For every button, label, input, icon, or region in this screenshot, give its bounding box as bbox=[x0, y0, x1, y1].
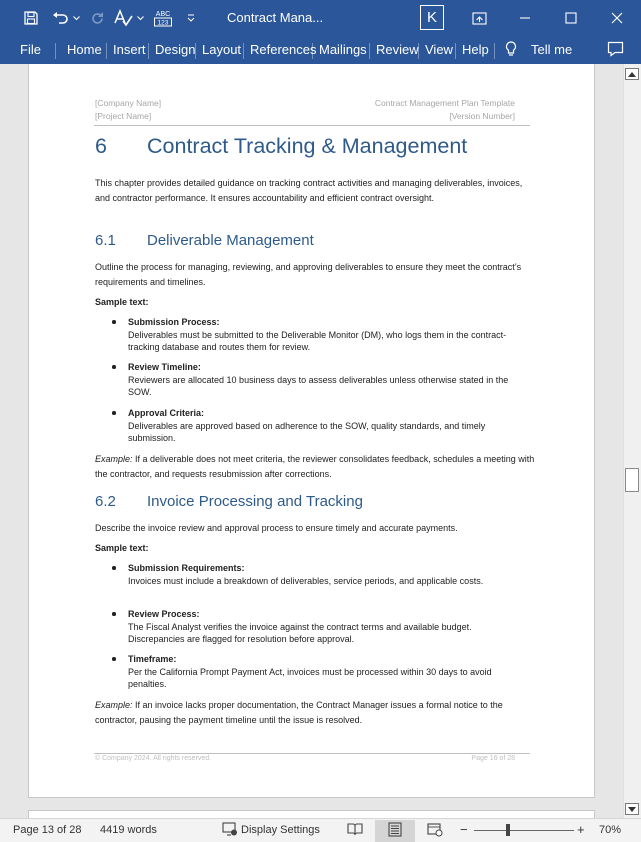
tab-insert[interactable]: Insert bbox=[113, 42, 146, 57]
ribbon-divider bbox=[312, 43, 313, 59]
section-heading-6-2 bbox=[95, 493, 363, 510]
list-item bbox=[128, 562, 528, 587]
close-icon[interactable] bbox=[606, 7, 628, 29]
title-bar bbox=[0, 0, 641, 36]
ribbon-divider bbox=[106, 43, 107, 59]
list-item bbox=[128, 608, 528, 646]
scroll-thumb[interactable] bbox=[625, 468, 639, 492]
section-heading-6-1 bbox=[95, 232, 314, 249]
document-workspace bbox=[0, 64, 623, 818]
example-paragraph bbox=[95, 698, 535, 727]
status-bar bbox=[0, 818, 641, 842]
tab-file[interactable]: File bbox=[20, 42, 41, 57]
ribbon-divider bbox=[243, 43, 244, 59]
read-mode-icon[interactable] bbox=[347, 822, 363, 840]
chapter-number: 6 bbox=[95, 134, 107, 158]
tab-mailings[interactable]: Mailings bbox=[319, 42, 367, 57]
ribbon-divider bbox=[195, 43, 196, 59]
list-item bbox=[128, 407, 528, 445]
ribbon-divider bbox=[369, 43, 370, 59]
list-item-text: Invoices must include a breakdown of deliverables, service periods, and applicable costs. bbox=[128, 575, 484, 586]
minimize-icon[interactable] bbox=[514, 7, 536, 29]
print-layout-icon[interactable] bbox=[387, 822, 403, 840]
example-text: If a deliverable does not meet criteria, the reviewer consolidates feedback, schedules a meeting with the contractor, and requests resubmission after corrections. bbox=[95, 454, 535, 479]
section-intro: Describe the invoice review and approval process to ensure timely and accurate payments. bbox=[95, 523, 458, 533]
ribbon-display-icon[interactable] bbox=[468, 7, 490, 29]
document-page[interactable] bbox=[28, 64, 595, 798]
list-item-text: Reviewers are allocated 10 business days to assess deliverables unless otherwise stated in the SOW. bbox=[128, 374, 509, 397]
tab-design[interactable]: Design bbox=[155, 42, 196, 57]
section-intro: Outline the process for managing, reviewing, and approving deliverables to ensure they meet the contract’s requirements and timelines. bbox=[95, 262, 522, 287]
list-item-title: Approval Criteria: bbox=[128, 408, 205, 418]
chapter-title: Contract Tracking & Management bbox=[147, 134, 468, 158]
list-item-text: Deliverables must be submitted to the Deliverable Monitor (DM), who logs them in the contract-tracking database and routes them for review. bbox=[128, 329, 507, 352]
tab-view[interactable]: View bbox=[425, 42, 453, 57]
footer-copyright: © Company 2024. All rights reserved. bbox=[95, 755, 212, 762]
document-title: Contract Mana... bbox=[227, 10, 324, 25]
user-avatar[interactable]: K bbox=[420, 5, 444, 30]
header-company-name: [Company Name] bbox=[95, 98, 162, 108]
zoom-slider-thumb[interactable] bbox=[506, 824, 510, 836]
scroll-down-icon[interactable] bbox=[625, 803, 639, 815]
maximize-icon[interactable] bbox=[560, 7, 582, 29]
lightbulb-icon[interactable] bbox=[505, 41, 517, 60]
section-title: Invoice Processing and Tracking bbox=[147, 493, 363, 510]
next-page[interactable] bbox=[28, 810, 595, 818]
example-paragraph bbox=[95, 452, 535, 481]
example-text: If an invoice lacks proper documentation, the Contract Manager issues a formal notice to the contractor, pausing the payment timeline until the issue is resolved. bbox=[95, 700, 503, 725]
section-number: 6.2 bbox=[95, 493, 116, 510]
header-project-name: [Project Name] bbox=[95, 111, 152, 121]
zoom-level[interactable]: 70% bbox=[599, 824, 622, 836]
zoom-slider[interactable] bbox=[474, 830, 574, 831]
undo-dropdown-icon[interactable] bbox=[72, 7, 80, 29]
ribbon-divider bbox=[494, 43, 495, 59]
example-label: Example: bbox=[95, 700, 133, 710]
redo-icon[interactable] bbox=[88, 7, 106, 29]
footer-page-number: Page 16 of 28 bbox=[471, 755, 515, 762]
scroll-up-icon[interactable] bbox=[625, 68, 639, 80]
header-template-name: Contract Management Plan Template bbox=[374, 98, 515, 108]
ribbon-divider bbox=[148, 43, 149, 59]
tab-layout[interactable]: Layout bbox=[202, 42, 242, 57]
chapter-heading bbox=[95, 134, 467, 159]
sample-text-label: Sample text: bbox=[95, 297, 149, 307]
header-version: [Version Number] bbox=[449, 111, 515, 121]
list-item-title: Timeframe: bbox=[128, 654, 177, 664]
section-title: Deliverable Management bbox=[147, 232, 314, 249]
zoom-out-button[interactable]: − bbox=[460, 822, 468, 837]
tell-me-search[interactable]: Tell me bbox=[531, 42, 573, 57]
save-icon[interactable] bbox=[20, 7, 42, 29]
spelling-icon[interactable] bbox=[113, 7, 135, 29]
ribbon-divider bbox=[455, 43, 456, 59]
footer-divider bbox=[94, 753, 530, 754]
list-item-text: The Fiscal Analyst verifies the invoice against the contract terms and available budget. Discrepancies are flagged for resolution before approval. bbox=[128, 621, 472, 644]
example-label: Example: bbox=[95, 454, 133, 464]
list-item-title: Review Timeline: bbox=[128, 362, 201, 372]
section-number: 6.1 bbox=[95, 232, 116, 249]
list-item bbox=[128, 361, 528, 399]
list-item bbox=[128, 316, 528, 354]
svg-text:ABC: ABC bbox=[155, 11, 171, 18]
tab-review[interactable]: Review bbox=[376, 42, 419, 57]
list-item-title: Submission Process: bbox=[128, 317, 220, 327]
ribbon-divider bbox=[55, 43, 56, 59]
sample-text-label: Sample text: bbox=[95, 543, 149, 553]
list-item-title: Review Process: bbox=[128, 609, 200, 619]
list-item-title: Submission Requirements: bbox=[128, 563, 245, 573]
list-item-text: Deliverables are approved based on adherence to the SOW, quality standards, and timely submission. bbox=[128, 420, 486, 443]
ribbon-divider bbox=[418, 43, 419, 59]
ribbon-tabs bbox=[0, 36, 641, 64]
zoom-in-button[interactable]: + bbox=[577, 822, 585, 837]
spelling-dropdown-icon[interactable] bbox=[136, 7, 144, 29]
word-count-icon[interactable] bbox=[152, 7, 174, 29]
page-indicator[interactable]: Page 13 of 28 bbox=[13, 824, 82, 836]
comments-icon[interactable] bbox=[607, 41, 624, 60]
tab-home[interactable]: Home bbox=[67, 42, 102, 57]
display-settings[interactable]: Display Settings bbox=[241, 824, 320, 836]
word-count[interactable]: 4419 words bbox=[100, 824, 157, 836]
tab-help[interactable]: Help bbox=[462, 42, 489, 57]
customize-qat-icon[interactable] bbox=[186, 7, 196, 29]
chapter-intro: This chapter provides detailed guidance on tracking contract activities and managing deliverables, invoices, and contractor performance. It ensures accountability and efficient contract oversight. bbox=[95, 178, 523, 203]
undo-icon[interactable] bbox=[50, 7, 70, 29]
vertical-scrollbar[interactable] bbox=[623, 64, 641, 818]
header-divider bbox=[94, 125, 530, 126]
display-settings-icon[interactable] bbox=[222, 822, 238, 840]
svg-text:123: 123 bbox=[157, 19, 169, 27]
list-item-text: Per the California Prompt Payment Act, invoices must be processed within 30 days to avoid penalties. bbox=[128, 666, 492, 689]
web-layout-icon[interactable] bbox=[427, 822, 443, 840]
tab-references[interactable]: References bbox=[250, 42, 317, 57]
list-item bbox=[128, 653, 528, 691]
